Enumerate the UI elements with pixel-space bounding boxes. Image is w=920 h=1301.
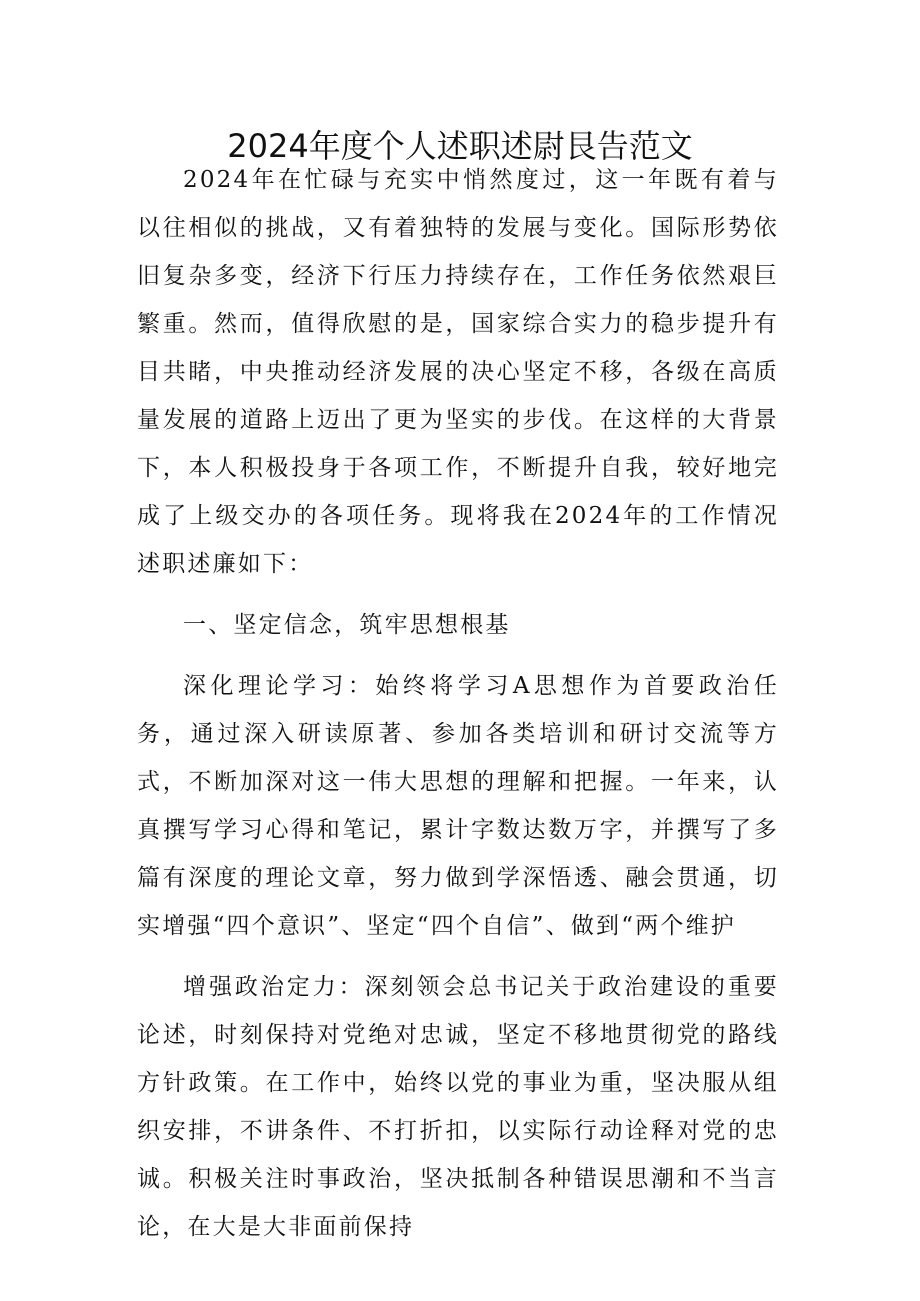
document-title: 2024年度个人述职述尉艮告范文 [227,127,693,165]
theory-study-paragraph: 深化理论学习：始终将学习A思想作为首要政治任务，通过深入研读原著、参加各类培训和研讨交流等方式，不断加深对这一伟大思想的理解和把握。一年来，认真撰写学习心得和笔记，累计字数达数万字，并撰写了多篇有深度的理论文章，努力做到学深悟透、融会贯通，切实增强“四个意识”、坚定“四个自信”、做到“两个维护 [137,673,779,939]
document-body [137,156,779,1264]
political-stance-paragraph: 增强政治定力：深刻领会总书记关于政治建设的重要论述，时刻保持对党绝对忠诚，坚定不移地贯彻党的路线方针政策。在工作中，始终以党的事业为重，坚决服从组织安排，不讲条件、不打折扣，以实际行动诠释对党的忠诚。积极关注时事政治，坚决抵制各种错误思潮和不当言论，在大是大非面前保持 [137,974,779,1240]
intro-paragraph: 2024年在忙碌与充实中悄然度过，这一年既有着与以往相似的挑战，又有着独特的发展与变化。国际形势依旧复杂多变，经济下行压力持续存在，工作任务依然艰巨繁重。然而，值得欣慰的是，国家综合实力的稳步提升有目共睹，中央推动经济发展的决心坚定不移，各级在高质量发展的道路上迈出了更为坚实的步伐。在这样的大背景下，本人积极投身于各项工作，不断提升自我，较好地完成了上级交办的各项任务。现将我在2024年的工作情况述职述廉如下： [137,167,779,577]
section-heading-1: 一、坚定信念，筑牢思想根基 [183,612,511,638]
